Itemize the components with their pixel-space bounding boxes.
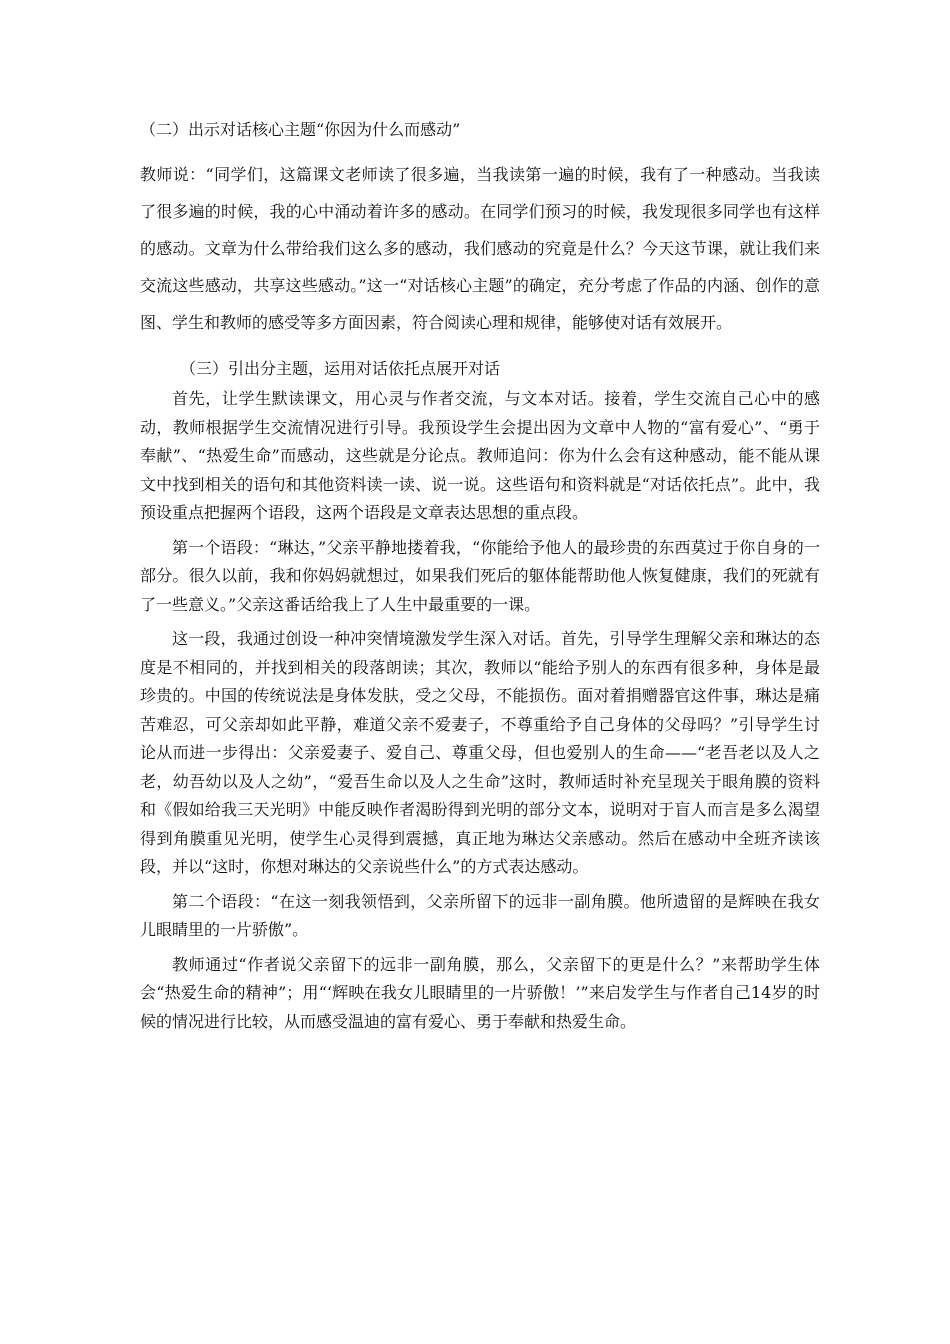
section-3-heading: （三）引出分主题，运用对话依托点展开对话 <box>180 359 501 378</box>
section-3-paragraph-1: 首先，让学生默读课文，用心灵与作者交流，与文本对话。接着，学生交流自己心中的感动，教师根据学生交流情况进行引导。我预设学生会提出因为文章中人物的“富有爱心”、“勇于奉献”、“热爱生命”而感动，这些就是分论点。教师追问：你为什么会有这种感动，能不能从课文中找到相关的语句和其他资料读一读、说一说。这些语句和资料就是“对话依托点”。此中，我预设重点把握两个语段，这两个语段是文章表达思想的重点段。 <box>140 389 820 522</box>
section-3-paragraph-4: 第二个语段：“在这一刻我领悟到，父亲所留下的远非一副角膜。他所遗留的是辉映在我女儿眼睛里的一片骄傲”。 <box>140 891 820 939</box>
section-3-paragraph-2: 第一个语段：“琳达，”父亲平静地搂着我，“你能给予他人的最珍贵的东西莫过于你自身的一部分。很久以前，我和你妈妈就想过，如果我们死后的躯体能帮助他人恢复健康，我们的死就有了一些意义。”父亲这番话给我上了人生中最重要的一课。 <box>140 537 820 614</box>
section-2-paragraph: 教师说：“同学们，这篇课文老师读了很多遍，当我读第一遍的时候，我有了一种感动。当我读了很多遍的时候，我的心中涌动着许多的感动。在同学们预习的时候，我发现很多同学也有这样的感动。文章为什么带给我们这么多的感动，我们感动的究竟是什么？今天这节课，就让我们来交流这些感动，共享这些感动。”这一“对话核心主题”的确定，充分考虑了作品的内涵、创作的意图、学生和教师的感受等多方面因素，符合阅读心理和规律，能够使对话有效展开。 <box>140 165 820 332</box>
section-2-heading: （二）出示对话核心主题“你因为什么而感动” <box>140 120 461 139</box>
document-page <box>140 120 820 1036</box>
section-3-paragraph-3: 这一段，我通过创设一种冲突情境激发学生深入对话。首先，引导学生理解父亲和琳达的态度是不相同的，并找到相关的段落朗读；其次，教师以“能给予别人的东西有很多种，身体是最珍贵的。中国的传统说法是身体发肤，受之父母，不能损伤。面对着捐赠器官这件事，琳达是痛苦难忍，可父亲却如此平静，难道父亲不爱妻子，不尊重给予自己身体的父母吗？”引导学生讨论从而进一步得出：父亲爱妻子、爱自己、尊重父母，但也爱别人的生命——“老吾老以及人之老，幼吾幼以及人之幼”，“爱吾生命以及人之生命”这时，教师适时补充呈现关于眼角膜的资料和《假如给我三天光明》中能反映作者渴盼得到光明的部分文本，说明对于盲人而言是多么渴望得到角膜重见光明，使学生心灵得到震撼，真正地为琳达父亲感动。然后在感动中全班齐读该段，并以“这时，你想对琳达的父亲说些什么”的方式表达感动。 <box>140 629 820 876</box>
section-3-paragraph-5: 教师通过“作者说父亲留下的远非一副角膜，那么，父亲留下的更是什么？”来帮助学生体会“热爱生命的精神”；用“‘辉映在我女儿眼睛里的一片骄傲！’”来启发学生与作者自己14岁的时候的情况进行比较，从而感受温迪的富有爱心、勇于奉献和热爱生命。 <box>140 954 820 1031</box>
